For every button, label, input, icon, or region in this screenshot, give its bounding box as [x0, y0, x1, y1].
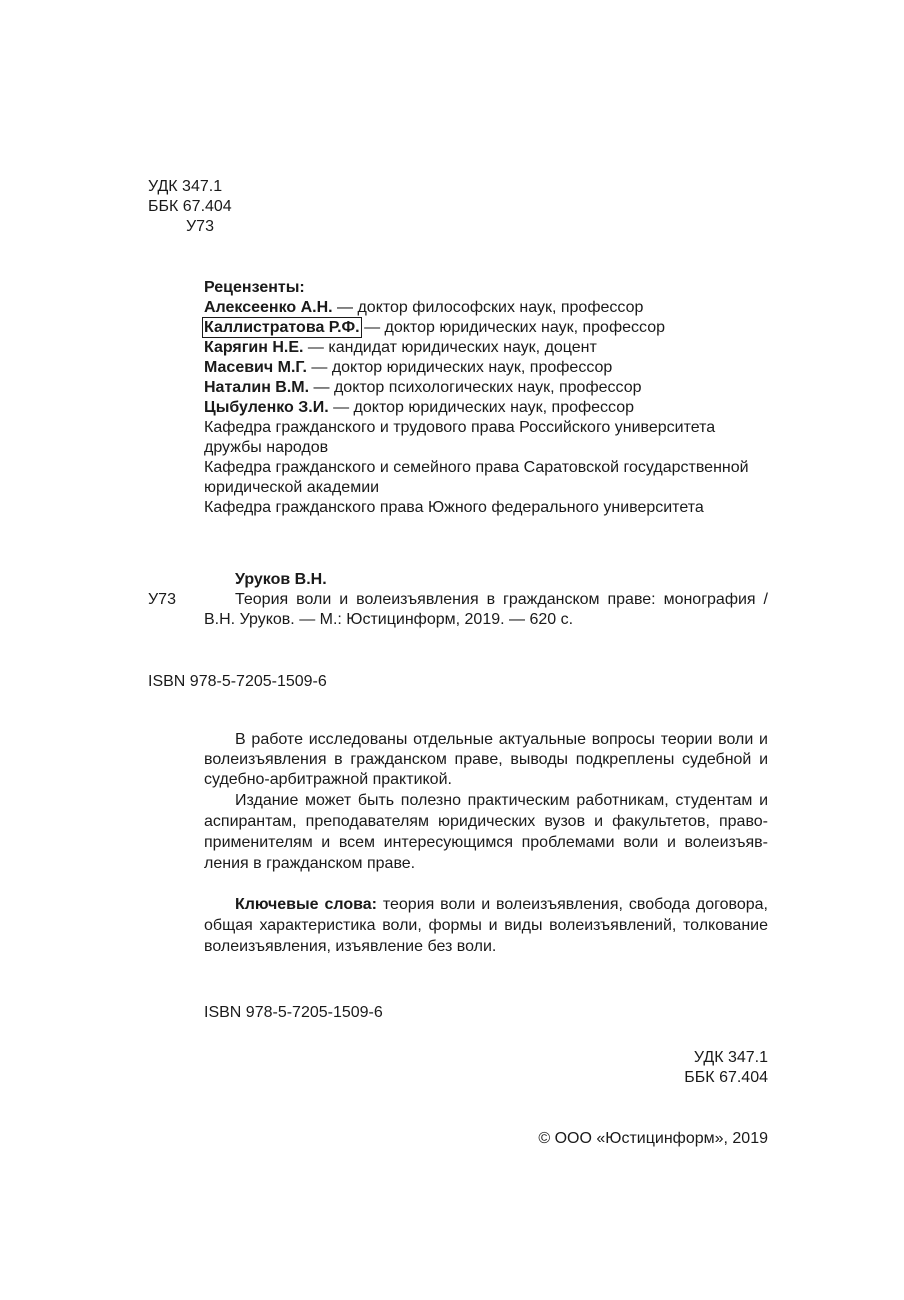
- keywords-line: волеизъявления, изъявление без воли.: [204, 938, 497, 955]
- copyright: © ООО «Юстицинформ», 2019: [538, 1130, 768, 1147]
- citation-mark: У73: [148, 591, 176, 608]
- citation-line: В.Н. Уруков. — М.: Юстицинформ, 2019. — 620 с.: [204, 611, 574, 628]
- isbn-top: ISBN 978-5-7205-1509-6: [148, 673, 327, 690]
- abstract-line: судебно-арбитражной практикой.: [204, 771, 452, 788]
- abstract-line: Издание может быть полезно практическим работникам, студентам и: [235, 792, 768, 809]
- author-mark: У73: [186, 218, 214, 235]
- citation-author: Уруков В.Н.: [235, 571, 327, 588]
- bottom-bbk-code: ББК 67.404: [684, 1069, 768, 1086]
- bottom-udk-code: УДК 347.1: [693, 1049, 768, 1066]
- abstract-line: аспирантам, преподавателям юридических вузов и факультетов, право-: [204, 813, 768, 830]
- isbn-bottom: ISBN 978-5-7205-1509-6: [204, 1004, 383, 1021]
- reviewers-heading: Рецензенты:: [204, 279, 305, 296]
- abstract-line: ления в гражданском праве.: [204, 855, 416, 872]
- keywords-label: Ключевые слова:: [235, 896, 377, 913]
- department-line: юридической академии: [204, 479, 380, 496]
- bbk-code: ББК 67.404: [148, 198, 232, 215]
- reviewer-line: Алексеенко А.Н. — доктор философских наук, профессор: [204, 299, 644, 316]
- reviewer-line: Каллистратова Р.Ф. — доктор юридических наук, профессор: [204, 319, 665, 336]
- reviewer-line: Цыбуленко З.И. — доктор юридических наук, профессор: [204, 399, 635, 416]
- department-line: Кафедра гражданского права Южного федерального университета: [204, 499, 704, 516]
- reviewer-line: Наталин В.М. — доктор психологических наук, профессор: [204, 379, 642, 396]
- keywords-line: Ключевые слова: теория воли и волеизъявления, свобода договора,: [235, 896, 769, 913]
- department-line: Кафедра гражданского и трудового права Российского университета: [204, 419, 716, 436]
- abstract-line: волеизъявления в гражданском праве, выводы подкреплены судебной и: [204, 751, 768, 768]
- abstract-line: В работе исследованы отдельные актуальные вопросы теории воли и: [235, 731, 768, 748]
- citation-line: Теория воли и волеизъявления в гражданском праве: монография /: [235, 591, 768, 608]
- keywords-line: общая характеристика воли, формы и виды волеизъявлений, толкование: [204, 917, 768, 934]
- reviewer-line: Масевич М.Г. — доктор юридических наук, профессор: [204, 359, 613, 376]
- reviewer-line: Карягин Н.Е. — кандидат юридических наук, доцент: [204, 339, 597, 356]
- department-line: дружбы народов: [204, 439, 329, 456]
- reviewer-name-highlighted: Каллистратова Р.Ф.: [204, 319, 360, 336]
- department-line: Кафедра гражданского и семейного права Саратовской государственной: [204, 459, 749, 476]
- abstract-line: применителям и всем интересующимся проблемами воли и волеизъяв-: [204, 834, 768, 851]
- udk-code: УДК 347.1: [148, 178, 223, 195]
